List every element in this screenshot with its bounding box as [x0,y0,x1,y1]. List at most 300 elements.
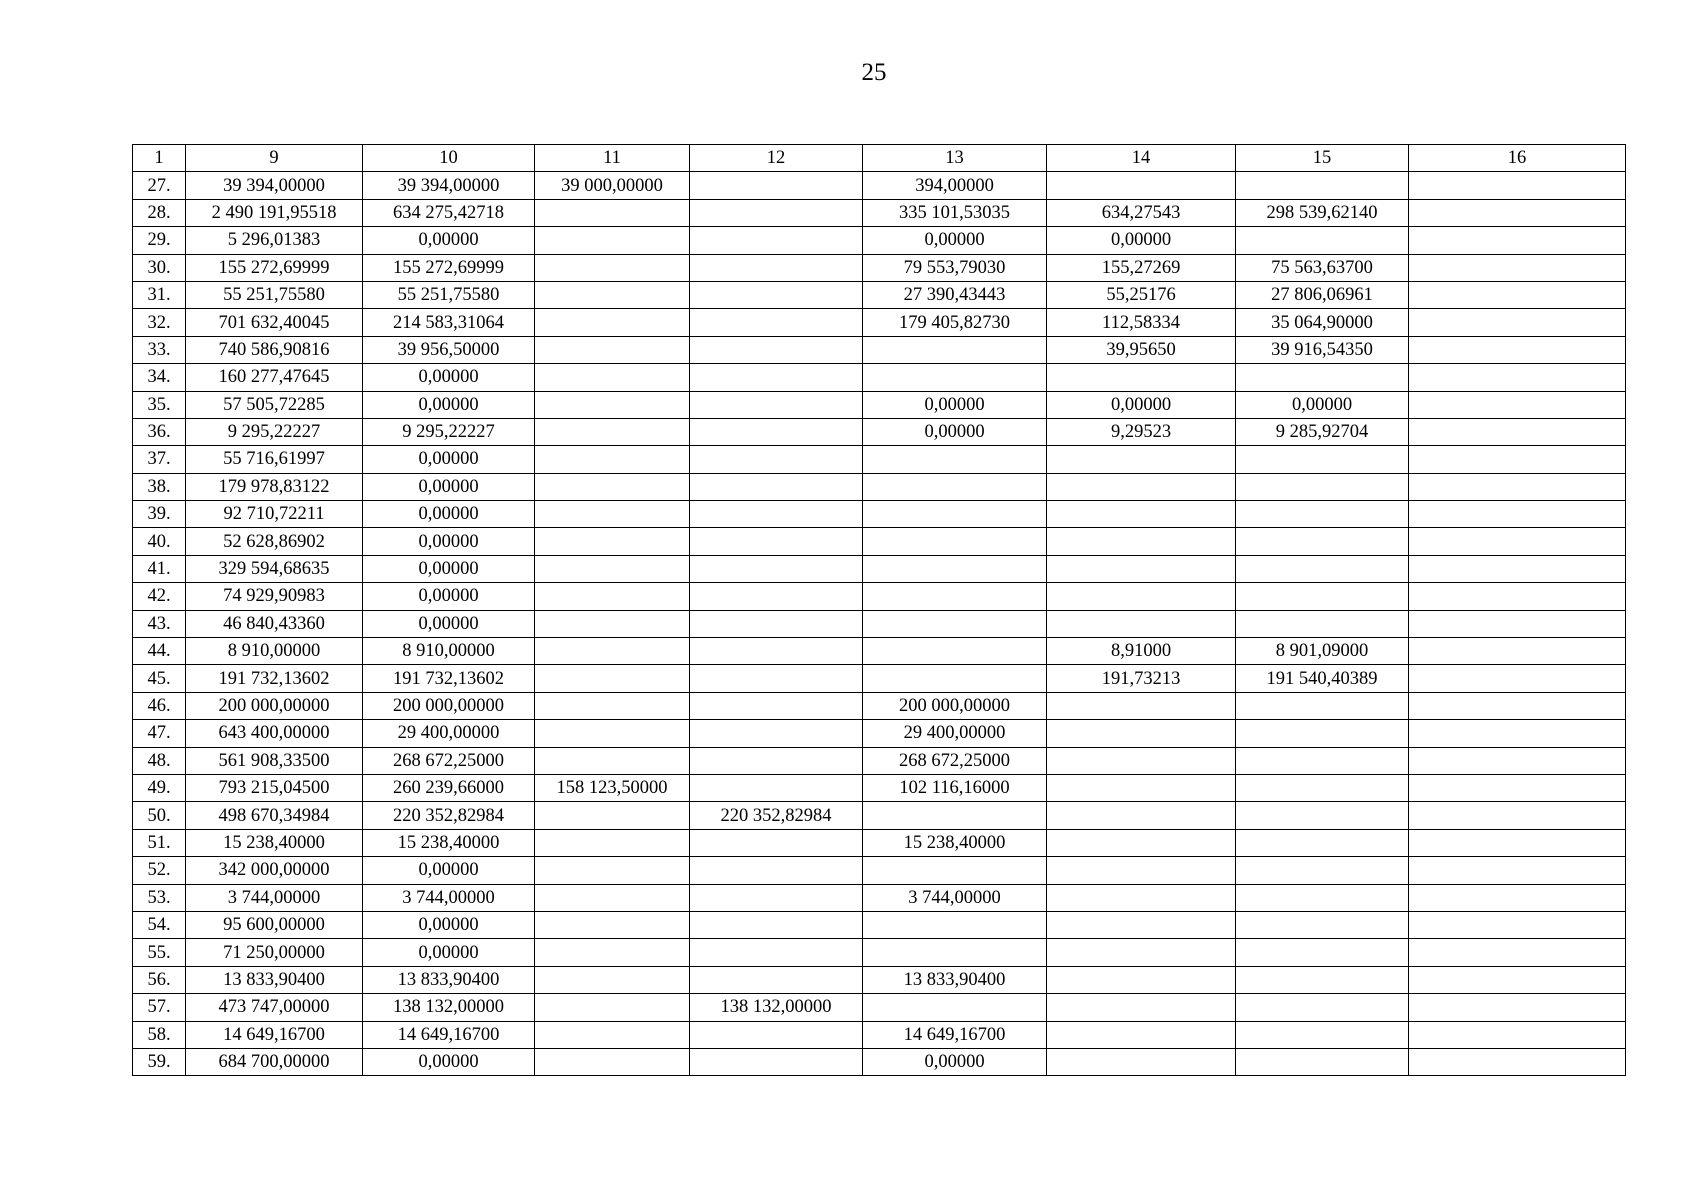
table-cell: 0,00000 [863,418,1047,445]
table-cell: 8 901,09000 [1236,638,1409,665]
table-cell: 0,00000 [363,939,535,966]
table-row [133,555,1626,582]
table-cell [1047,528,1236,555]
table-cell [1236,172,1409,199]
table-cell: 268 672,25000 [863,747,1047,774]
table-cell [690,391,863,418]
table-cell [690,555,863,582]
table-cell: 643 400,00000 [186,720,363,747]
table-cell: 298 539,62140 [1236,199,1409,226]
table-cell [535,528,690,555]
table-row [133,254,1626,281]
row-number-cell: 31. [133,281,186,308]
table-cell: 15 238,40000 [186,829,363,856]
table-cell: 102 116,16000 [863,774,1047,801]
row-number-cell: 28. [133,199,186,226]
table-cell [690,966,863,993]
table-cell [1409,446,1626,473]
row-number-cell: 49. [133,774,186,801]
table-cell: 8 910,00000 [186,638,363,665]
table-cell [535,994,690,1021]
table-cell: 9 295,22227 [363,418,535,445]
table-row [133,336,1626,363]
table-cell [1236,1021,1409,1048]
table-cell: 0,00000 [363,555,535,582]
table-cell [1047,583,1236,610]
table-cell: 0,00000 [363,391,535,418]
table-cell: 74 929,90983 [186,583,363,610]
table-cell [1236,720,1409,747]
table-row [133,309,1626,336]
table-cell [1409,391,1626,418]
table-cell [690,528,863,555]
table-cell: 39 394,00000 [363,172,535,199]
table-cell: 0,00000 [363,857,535,884]
table-cell: 0,00000 [363,446,535,473]
table-cell [690,829,863,856]
table-cell [535,802,690,829]
row-number-cell: 52. [133,857,186,884]
table-cell [535,884,690,911]
column-header: 15 [1236,145,1409,172]
table-cell: 9 285,92704 [1236,418,1409,445]
row-number-cell: 50. [133,802,186,829]
table-cell [1409,172,1626,199]
table-cell: 0,00000 [363,911,535,938]
table-cell [535,501,690,528]
table-cell: 684 700,00000 [186,1048,363,1075]
table-cell: 634 275,42718 [363,199,535,226]
table-cell [1047,1021,1236,1048]
table-cell [1047,994,1236,1021]
row-number-cell: 41. [133,555,186,582]
table-cell: 158 123,50000 [535,774,690,801]
row-number-cell: 27. [133,172,186,199]
table-cell [690,418,863,445]
table-cell [535,309,690,336]
table-cell [863,583,1047,610]
row-number-cell: 57. [133,994,186,1021]
column-header: 10 [363,145,535,172]
table-cell [863,802,1047,829]
table-cell: 39 916,54350 [1236,336,1409,363]
table-cell: 15 238,40000 [363,829,535,856]
table-cell [690,665,863,692]
table-cell: 260 239,66000 [363,774,535,801]
table-cell: 0,00000 [363,1048,535,1075]
table-cell [535,418,690,445]
table-cell: 112,58334 [1047,309,1236,336]
row-number-cell: 45. [133,665,186,692]
table-cell [863,610,1047,637]
table-cell [690,610,863,637]
table-cell: 0,00000 [363,227,535,254]
table-cell [1047,172,1236,199]
table-cell: 39 394,00000 [186,172,363,199]
table-cell [690,199,863,226]
table-cell [863,857,1047,884]
table-cell: 191 732,13602 [363,665,535,692]
table-cell [1047,939,1236,966]
table-cell [1236,774,1409,801]
table-cell [1047,555,1236,582]
table-cell: 55 716,61997 [186,446,363,473]
table-cell: 39 956,50000 [363,336,535,363]
table-cell [1236,1048,1409,1075]
table-row [133,665,1626,692]
table-cell [1409,638,1626,665]
table-cell: 55,25176 [1047,281,1236,308]
table-cell [690,638,863,665]
table-cell: 0,00000 [1047,227,1236,254]
table-cell: 200 000,00000 [863,692,1047,719]
table-cell [690,857,863,884]
table-cell [535,911,690,938]
table-cell [1047,1048,1236,1075]
row-number-cell: 54. [133,911,186,938]
column-header: 12 [690,145,863,172]
table-cell [690,446,863,473]
table-cell [1047,802,1236,829]
row-number-cell: 44. [133,638,186,665]
table-cell [1409,802,1626,829]
table-cell: 200 000,00000 [363,692,535,719]
table-cell: 342 000,00000 [186,857,363,884]
row-number-cell: 43. [133,610,186,637]
table-cell [1236,528,1409,555]
table-cell [1047,747,1236,774]
table-row [133,610,1626,637]
table-cell: 561 908,33500 [186,747,363,774]
table-cell: 35 064,90000 [1236,309,1409,336]
table-cell: 0,00000 [363,610,535,637]
table-cell [1409,418,1626,445]
table-row [133,829,1626,856]
table-cell [535,583,690,610]
table-cell: 473 747,00000 [186,994,363,1021]
table-cell: 0,00000 [863,227,1047,254]
table-row [133,473,1626,500]
table-cell: 14 649,16700 [186,1021,363,1048]
table-cell [863,555,1047,582]
table-cell [535,638,690,665]
table-cell [1409,774,1626,801]
table-cell: 740 586,90816 [186,336,363,363]
column-header: 13 [863,145,1047,172]
table-cell [1409,857,1626,884]
table-cell: 75 563,63700 [1236,254,1409,281]
table-cell [690,1021,863,1048]
table-cell [1047,473,1236,500]
table-cell [690,227,863,254]
table-cell [1409,473,1626,500]
table-row [133,199,1626,226]
table-cell: 179 405,82730 [863,309,1047,336]
table-cell [690,281,863,308]
table-cell [535,1048,690,1075]
table-cell [1236,911,1409,938]
row-number-cell: 36. [133,418,186,445]
table-cell [1409,555,1626,582]
table-cell: 0,00000 [863,391,1047,418]
table-cell [535,857,690,884]
table-cell [1047,610,1236,637]
table-cell [1409,939,1626,966]
table-cell: 191 540,40389 [1236,665,1409,692]
table-cell: 200 000,00000 [186,692,363,719]
table-cell [1047,774,1236,801]
table-row [133,418,1626,445]
table-cell [863,994,1047,1021]
table-cell [1409,309,1626,336]
table-cell: 39 000,00000 [535,172,690,199]
table-row [133,391,1626,418]
table-cell: 394,00000 [863,172,1047,199]
table-cell: 8 910,00000 [363,638,535,665]
table-cell [690,720,863,747]
table-cell [535,747,690,774]
table-cell [1236,884,1409,911]
table-cell [690,774,863,801]
table-cell [535,364,690,391]
table-cell [1409,911,1626,938]
table-cell [1047,692,1236,719]
table-row [133,364,1626,391]
table-cell: 3 744,00000 [363,884,535,911]
row-number-cell: 39. [133,501,186,528]
table-cell [535,829,690,856]
table-cell: 27 390,43443 [863,281,1047,308]
table-cell [1047,501,1236,528]
table-cell [1047,884,1236,911]
table-cell [1047,857,1236,884]
table-cell [690,172,863,199]
table-cell [1409,829,1626,856]
table-body [133,172,1626,1076]
table-cell [690,747,863,774]
table-cell [535,281,690,308]
table-cell [863,665,1047,692]
table-cell [1236,857,1409,884]
table-cell [690,473,863,500]
table-cell: 2 490 191,95518 [186,199,363,226]
table-cell [690,254,863,281]
table-cell: 0,00000 [363,364,535,391]
table-row [133,583,1626,610]
table-cell [535,473,690,500]
table-cell: 214 583,31064 [363,309,535,336]
table-cell [1409,364,1626,391]
table-cell [690,364,863,391]
table-cell: 155 272,69999 [186,254,363,281]
table-cell [1409,1048,1626,1075]
table-cell [690,501,863,528]
table-cell [1047,829,1236,856]
table-cell [1236,939,1409,966]
table-cell: 29 400,00000 [363,720,535,747]
table-cell: 268 672,25000 [363,747,535,774]
table-cell: 5 296,01383 [186,227,363,254]
table-cell [535,391,690,418]
row-number-cell: 34. [133,364,186,391]
table-cell [1409,528,1626,555]
table-cell [1409,610,1626,637]
column-header: 1 [133,145,186,172]
table-cell [535,692,690,719]
column-header: 9 [186,145,363,172]
table-cell: 3 744,00000 [186,884,363,911]
column-header: 16 [1409,145,1626,172]
table-row [133,747,1626,774]
row-number-cell: 51. [133,829,186,856]
table-cell: 52 628,86902 [186,528,363,555]
table-row [133,939,1626,966]
table-cell [1409,281,1626,308]
table-cell: 0,00000 [363,501,535,528]
column-header: 11 [535,145,690,172]
table-cell [863,336,1047,363]
table-cell [1236,829,1409,856]
table-cell: 46 840,43360 [186,610,363,637]
table-cell [1236,446,1409,473]
table-cell [1409,501,1626,528]
table-cell: 9,29523 [1047,418,1236,445]
table-cell [1047,446,1236,473]
table-cell [1409,884,1626,911]
table-cell: 0,00000 [363,583,535,610]
table-cell [1047,364,1236,391]
table-cell: 55 251,75580 [363,281,535,308]
table-cell [1236,583,1409,610]
table-cell: 9 295,22227 [186,418,363,445]
table-row [133,857,1626,884]
table-cell [535,720,690,747]
table-cell: 57 505,72285 [186,391,363,418]
table-row [133,692,1626,719]
table-cell [535,227,690,254]
row-number-cell: 35. [133,391,186,418]
table-cell [863,638,1047,665]
table-cell: 13 833,90400 [363,966,535,993]
table-cell [1236,802,1409,829]
table-cell: 220 352,82984 [363,802,535,829]
table-cell [1409,254,1626,281]
row-number-cell: 46. [133,692,186,719]
table-cell: 138 132,00000 [690,994,863,1021]
table-cell: 220 352,82984 [690,802,863,829]
table-cell [1047,911,1236,938]
table-cell: 0,00000 [363,473,535,500]
table-cell [1409,665,1626,692]
table-row [133,720,1626,747]
table-cell: 79 553,79030 [863,254,1047,281]
table-cell [690,692,863,719]
row-number-cell: 59. [133,1048,186,1075]
table-cell: 329 594,68635 [186,555,363,582]
table-cell: 160 277,47645 [186,364,363,391]
table-cell [690,884,863,911]
table-cell: 95 600,00000 [186,911,363,938]
table-cell [863,911,1047,938]
table-cell [1236,473,1409,500]
table-cell: 138 132,00000 [363,994,535,1021]
table-cell [1409,227,1626,254]
table-cell: 92 710,72211 [186,501,363,528]
row-number-cell: 53. [133,884,186,911]
table-cell: 793 215,04500 [186,774,363,801]
table-cell [863,364,1047,391]
table-row [133,994,1626,1021]
table-row [133,966,1626,993]
table-cell: 634,27543 [1047,199,1236,226]
table-cell: 14 649,16700 [363,1021,535,1048]
table-row [133,501,1626,528]
table-cell [1409,692,1626,719]
table-row [133,774,1626,801]
table-cell [863,473,1047,500]
table-cell: 15 238,40000 [863,829,1047,856]
page-number: 25 [861,59,887,86]
table-cell [690,583,863,610]
row-number-cell: 33. [133,336,186,363]
table-cell [535,555,690,582]
table-cell: 0,00000 [1047,391,1236,418]
table-cell [535,446,690,473]
table-cell: 335 101,53035 [863,199,1047,226]
table-cell [690,309,863,336]
table-cell [1409,966,1626,993]
table-cell [535,199,690,226]
row-number-cell: 55. [133,939,186,966]
table-cell [863,446,1047,473]
table-cell: 498 670,34984 [186,802,363,829]
row-number-cell: 42. [133,583,186,610]
table-cell [1236,555,1409,582]
table-header-row [133,145,1626,172]
table-cell: 0,00000 [863,1048,1047,1075]
table-cell: 14 649,16700 [863,1021,1047,1048]
table-row [133,802,1626,829]
table-cell: 0,00000 [363,528,535,555]
table-cell [690,911,863,938]
table-cell: 13 833,90400 [863,966,1047,993]
table-cell [535,665,690,692]
table-cell: 3 744,00000 [863,884,1047,911]
row-number-cell: 47. [133,720,186,747]
table-cell: 27 806,06961 [1236,281,1409,308]
table-cell [863,528,1047,555]
column-header: 14 [1047,145,1236,172]
table-cell: 191,73213 [1047,665,1236,692]
table-cell [1236,610,1409,637]
table-cell: 8,91000 [1047,638,1236,665]
table-cell [1236,692,1409,719]
table-cell: 71 250,00000 [186,939,363,966]
table-cell [1236,747,1409,774]
table-cell [1236,501,1409,528]
row-number-cell: 40. [133,528,186,555]
table-row [133,1021,1626,1048]
table-cell [535,939,690,966]
row-number-cell: 32. [133,309,186,336]
table-cell [1047,966,1236,993]
table-cell [1236,364,1409,391]
table-row [133,172,1626,199]
table-row [133,281,1626,308]
table-cell [1409,720,1626,747]
table-row [133,446,1626,473]
table-cell [690,336,863,363]
